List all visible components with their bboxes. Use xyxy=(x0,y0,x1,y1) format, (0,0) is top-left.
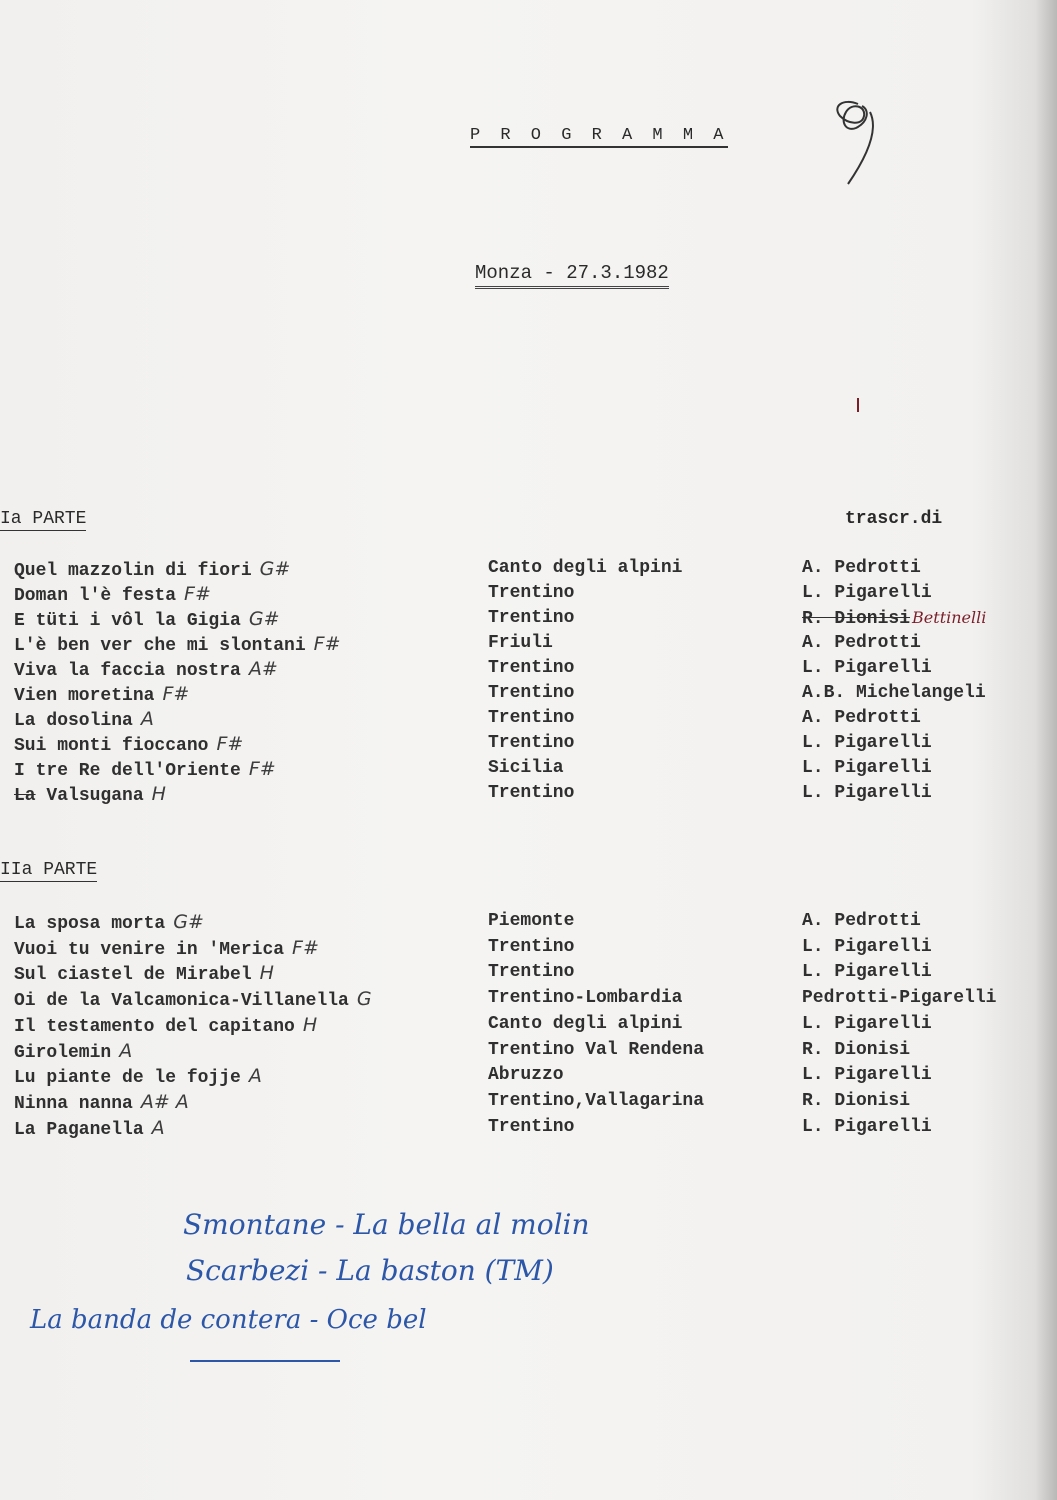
handwritten-note-1: Smontane - La bella al molin xyxy=(183,1208,590,1241)
program-row xyxy=(0,1040,1057,1065)
program-row xyxy=(0,583,1057,608)
song-title xyxy=(14,783,166,806)
song-origin: Trentino,Vallagarina xyxy=(488,1090,705,1111)
song-title-text: I tre Re dell'Oriente xyxy=(14,761,241,781)
song-arranger xyxy=(802,1065,932,1085)
song-title xyxy=(14,658,278,681)
concert-place-date: Monza - 27.3.1982 xyxy=(475,262,669,289)
arranger-correction: Bettinelli xyxy=(912,608,987,627)
program-row xyxy=(0,683,1057,708)
song-arranger xyxy=(802,1091,910,1111)
song-arranger xyxy=(802,733,932,753)
handwritten-key: H xyxy=(151,783,166,805)
page-title: P R O G R A M M A xyxy=(470,126,728,148)
song-origin: Sicilia xyxy=(488,758,564,778)
program-row xyxy=(0,988,1057,1013)
song-origin: Trentino Val Rendena xyxy=(488,1039,705,1060)
song-title xyxy=(14,1091,189,1114)
song-origin: Trentino xyxy=(488,962,575,983)
song-arranger xyxy=(802,988,996,1008)
handwritten-key: F# xyxy=(292,936,319,959)
program-row xyxy=(0,783,1057,808)
song-title xyxy=(14,558,290,581)
arranger-name: L. Pigarelli xyxy=(802,936,932,957)
program-row xyxy=(0,758,1057,783)
section-title-part1: Ia PARTE xyxy=(0,509,87,529)
song-origin: Trentino xyxy=(488,783,575,803)
song-title xyxy=(14,1065,262,1088)
arranger-name: A. Pedrotti xyxy=(802,708,921,728)
handwritten-key: F# xyxy=(162,683,190,705)
song-origin: Trentino xyxy=(488,708,575,728)
handwritten-key: G# xyxy=(173,911,204,933)
handwritten-key: A# A xyxy=(140,1090,189,1113)
song-arranger xyxy=(802,937,932,957)
program-row xyxy=(0,937,1057,962)
song-title-text: La Paganella xyxy=(14,1119,144,1140)
red-pen-mark xyxy=(857,398,859,412)
arranger-name: L. Pigarelli xyxy=(802,658,932,678)
song-title-text: Vien moretina xyxy=(14,686,155,706)
arranger-name: R. Dionisi xyxy=(802,1090,911,1111)
handwritten-key: F# xyxy=(313,633,341,655)
song-title xyxy=(14,1014,317,1037)
song-arranger xyxy=(802,758,932,778)
song-title xyxy=(14,1117,165,1140)
handwritten-key: F# xyxy=(248,758,276,780)
song-title-text: E tüti i vôl la Gigia xyxy=(14,611,241,631)
song-origin: Trentino xyxy=(488,583,575,603)
handwritten-note-2: Scarbezi - La baston (TM) xyxy=(186,1254,554,1287)
song-title-text: Sui monti fioccano xyxy=(14,736,209,756)
song-title-text: Oi de la Valcamonica-Villanella xyxy=(14,991,349,1012)
program-row xyxy=(0,608,1057,633)
song-title-text: Il testamento del capitano xyxy=(14,1016,295,1037)
song-origin: Trentino-Lombardia xyxy=(488,988,683,1009)
struck-article: La xyxy=(14,786,36,806)
arranger-name: L. Pigarelli xyxy=(802,1065,932,1086)
song-title-text: Quel mazzolin di fiori xyxy=(14,561,252,581)
program-row xyxy=(0,558,1057,583)
handwritten-key: G# xyxy=(248,608,280,630)
song-arranger xyxy=(802,962,932,982)
arranger-name: L. Pigarelli xyxy=(802,962,932,983)
program-row xyxy=(0,1014,1057,1039)
handwritten-note-3: La banda de contera - Oce bel xyxy=(30,1305,427,1335)
song-origin: Friuli xyxy=(488,633,553,653)
song-arranger xyxy=(802,1040,910,1060)
arranger-name: L. Pigarelli xyxy=(802,1013,932,1034)
song-arranger xyxy=(802,1117,932,1137)
song-origin: Trentino xyxy=(488,658,575,678)
program-row xyxy=(0,1065,1057,1090)
arranger-name: L. Pigarelli xyxy=(802,758,932,778)
song-origin: Abruzzo xyxy=(488,1065,564,1086)
handwritten-key: F# xyxy=(184,583,211,605)
corner-handwritten-mark xyxy=(818,92,888,192)
arranger-name: A.B. Michelangeli xyxy=(802,683,986,703)
song-title xyxy=(14,911,204,934)
song-title xyxy=(14,733,243,756)
song-title xyxy=(14,583,211,606)
song-arranger xyxy=(802,583,932,603)
program-row xyxy=(0,633,1057,658)
handwritten-underline xyxy=(190,1360,340,1362)
song-origin: Trentino xyxy=(488,608,575,628)
song-title-text: La dosolina xyxy=(14,711,133,731)
program-row xyxy=(0,708,1057,733)
handwritten-key: A# xyxy=(248,658,278,680)
arranger-name: L. Pigarelli xyxy=(802,1116,932,1137)
arranger-column-header: trascr.di xyxy=(845,509,943,529)
program-row xyxy=(0,1117,1057,1142)
song-origin: Trentino xyxy=(488,683,575,703)
song-arranger xyxy=(802,633,921,653)
song-arranger xyxy=(802,911,921,931)
song-title xyxy=(14,683,189,706)
section-title-part2: IIa PARTE xyxy=(0,860,98,880)
song-title-text: Girolemin xyxy=(14,1042,112,1063)
song-title-text: Viva la faccia nostra xyxy=(14,661,241,681)
song-title xyxy=(14,937,319,960)
song-title xyxy=(14,962,274,985)
song-title-text: La sposa morta xyxy=(14,914,166,934)
song-title-text: Vuoi tu venire in 'Merica xyxy=(14,939,285,960)
song-origin: Trentino xyxy=(488,733,575,753)
program-row xyxy=(0,658,1057,683)
handwritten-key: A xyxy=(140,708,154,730)
song-title-text: Lu piante de le fojje xyxy=(14,1068,241,1089)
song-arranger xyxy=(802,608,986,629)
song-title-text: L'è ben ver che mi slontani xyxy=(14,636,306,656)
song-title-text: Sul ciastel de Mirabel xyxy=(14,965,252,986)
song-title xyxy=(14,708,154,731)
arranger-name: L. Pigarelli xyxy=(802,733,932,753)
handwritten-key: A xyxy=(248,1065,262,1088)
song-origin: Canto degli alpini xyxy=(488,558,683,578)
arranger-name: A. Pedrotti xyxy=(802,558,921,578)
program-row xyxy=(0,1091,1057,1116)
program-row xyxy=(0,962,1057,987)
song-title xyxy=(14,988,372,1011)
arranger-name: A. Pedrotti xyxy=(802,911,921,931)
arranger-name: Pedrotti-Pigarelli xyxy=(802,988,997,1009)
song-title xyxy=(14,1040,132,1063)
handwritten-key: A xyxy=(119,1039,133,1062)
song-arranger xyxy=(802,683,986,703)
handwritten-key: G# xyxy=(259,558,291,580)
song-arranger xyxy=(802,558,921,578)
handwritten-key: A xyxy=(151,1116,165,1139)
song-title xyxy=(14,758,276,781)
handwritten-key: F# xyxy=(216,733,244,755)
song-arranger xyxy=(802,658,932,678)
song-title-text: Valsugana xyxy=(46,786,144,806)
arranger-name: R. Dionisi xyxy=(802,1039,911,1060)
handwritten-key: H xyxy=(302,1013,318,1036)
song-title xyxy=(14,608,280,631)
arranger-name: R. Dionisi xyxy=(802,609,911,629)
song-title xyxy=(14,633,341,656)
song-origin: Piemonte xyxy=(488,911,575,931)
song-arranger xyxy=(802,783,932,803)
arranger-name: A. Pedrotti xyxy=(802,633,921,653)
song-origin: Trentino xyxy=(488,936,575,957)
song-origin: Trentino xyxy=(488,1116,575,1137)
handwritten-key: G xyxy=(356,988,372,1011)
song-arranger xyxy=(802,708,921,728)
program-row xyxy=(0,911,1057,936)
song-origin: Canto degli alpini xyxy=(488,1013,683,1034)
song-title-text: Ninna nanna xyxy=(14,1093,133,1114)
handwritten-key: H xyxy=(259,962,274,985)
song-title-text: Doman l'è festa xyxy=(14,586,177,606)
song-arranger xyxy=(802,1014,932,1034)
arranger-name: L. Pigarelli xyxy=(802,583,932,603)
arranger-name: L. Pigarelli xyxy=(802,783,932,803)
program-row xyxy=(0,733,1057,758)
